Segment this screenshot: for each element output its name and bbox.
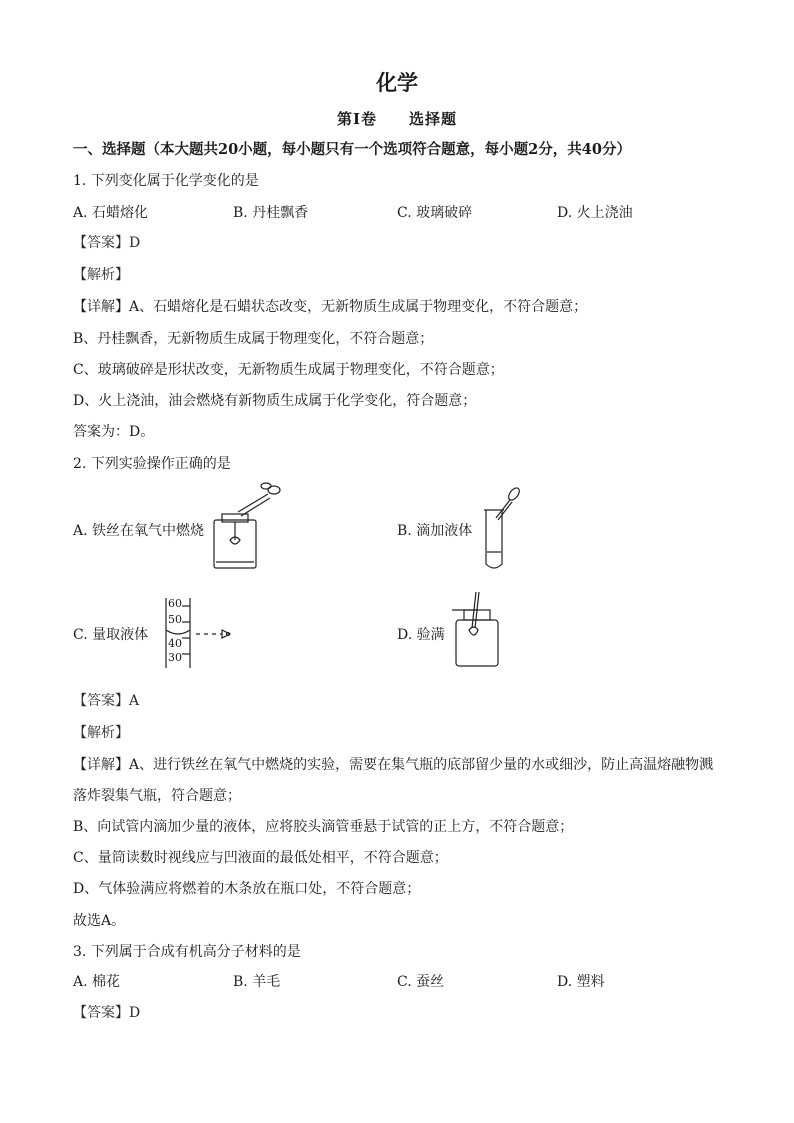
- cylinder-tick-label: 60: [168, 597, 182, 610]
- question-1-option-c: C. 玻璃破碎: [397, 205, 473, 221]
- question-2-detail-line: D、气体验满应将燃着的木条放在瓶口处，不符合题意；: [73, 881, 421, 897]
- question-2-stem: 2. 下列实验操作正确的是: [73, 456, 231, 472]
- question-2-detail-line: 落炸裂集气瓶，符合题意；: [73, 788, 241, 804]
- question-1-detail-line: D、火上浇油，油会燃烧有新物质生成属于化学变化，符合题意；: [73, 393, 477, 409]
- question-2-option-b: B. 滴加液体: [397, 523, 473, 539]
- question-2-detail-line: B、向试管内滴加少量的液体，应将胶头滴管垂悬于试管的正上方，不符合题意；: [73, 819, 574, 835]
- question-1-analysis-label: 【解析】: [73, 267, 129, 283]
- question-3-option-a: A. 棉花: [73, 974, 121, 990]
- question-2-answer: 【答案】A: [73, 693, 140, 709]
- cylinder-tick-label: 50: [168, 613, 182, 626]
- question-3-option-c: C. 蚕丝: [397, 974, 445, 990]
- question-1-option-d: D. 火上浇油: [557, 205, 633, 221]
- question-2-analysis-label: 【解析】: [73, 725, 129, 741]
- dropping-liquid-illustration: [482, 486, 522, 572]
- question-2-conclusion: 故选A。: [73, 913, 126, 929]
- question-3-option-d: D. 塑料: [557, 974, 605, 990]
- gas-full-test-illustration: [452, 590, 512, 670]
- section-heading: 一、选择题（本大题共20小题，每小题只有一个选项符合题意，每小题2分，共40分）: [73, 141, 631, 158]
- question-2-detail-line: 【详解】A、进行铁丝在氧气中燃烧的实验，需要在集气瓶的底部留少量的水或细沙，防止高温熔融物溅: [73, 757, 714, 773]
- page-title: 化学: [376, 70, 418, 95]
- cylinder-tick-label: 30: [168, 651, 182, 664]
- question-2-option-d: D. 验满: [397, 627, 445, 643]
- page-subtitle: 第I卷 选择题: [336, 110, 458, 128]
- question-2-detail-line: C、量筒读数时视线应与凹液面的最低处相平，不符合题意；: [73, 850, 448, 866]
- question-2-option-c: C. 量取液体: [73, 627, 149, 643]
- cylinder-tick-label: 40: [168, 637, 182, 650]
- question-1-answer: 【答案】D: [73, 235, 141, 251]
- question-1-option-a: A. 石蜡熔化: [73, 205, 149, 221]
- question-3-stem: 3. 下列属于合成有机高分子材料的是: [73, 944, 301, 960]
- question-1-stem: 1. 下列变化属于化学变化的是: [73, 173, 259, 189]
- iron-wire-burning-illustration: [208, 482, 288, 572]
- question-3-answer: 【答案】D: [73, 1005, 141, 1021]
- question-3-option-b: B. 羊毛: [233, 974, 281, 990]
- question-1-detail-line: C、玻璃破碎是形状改变，无新物质生成属于物理变化，不符合题意；: [73, 362, 504, 378]
- question-1-conclusion: 答案为：D。: [73, 424, 155, 440]
- question-1-detail-line: B、丹桂飘香，无新物质生成属于物理变化，不符合题意；: [73, 331, 434, 347]
- question-1-detail-line: 【详解】A、石蜡熔化是石蜡状态改变，无新物质生成属于物理变化，不符合题意；: [73, 299, 588, 315]
- question-2-option-a: A. 铁丝在氧气中燃烧: [73, 523, 205, 539]
- question-1-option-b: B. 丹桂飘香: [233, 205, 309, 221]
